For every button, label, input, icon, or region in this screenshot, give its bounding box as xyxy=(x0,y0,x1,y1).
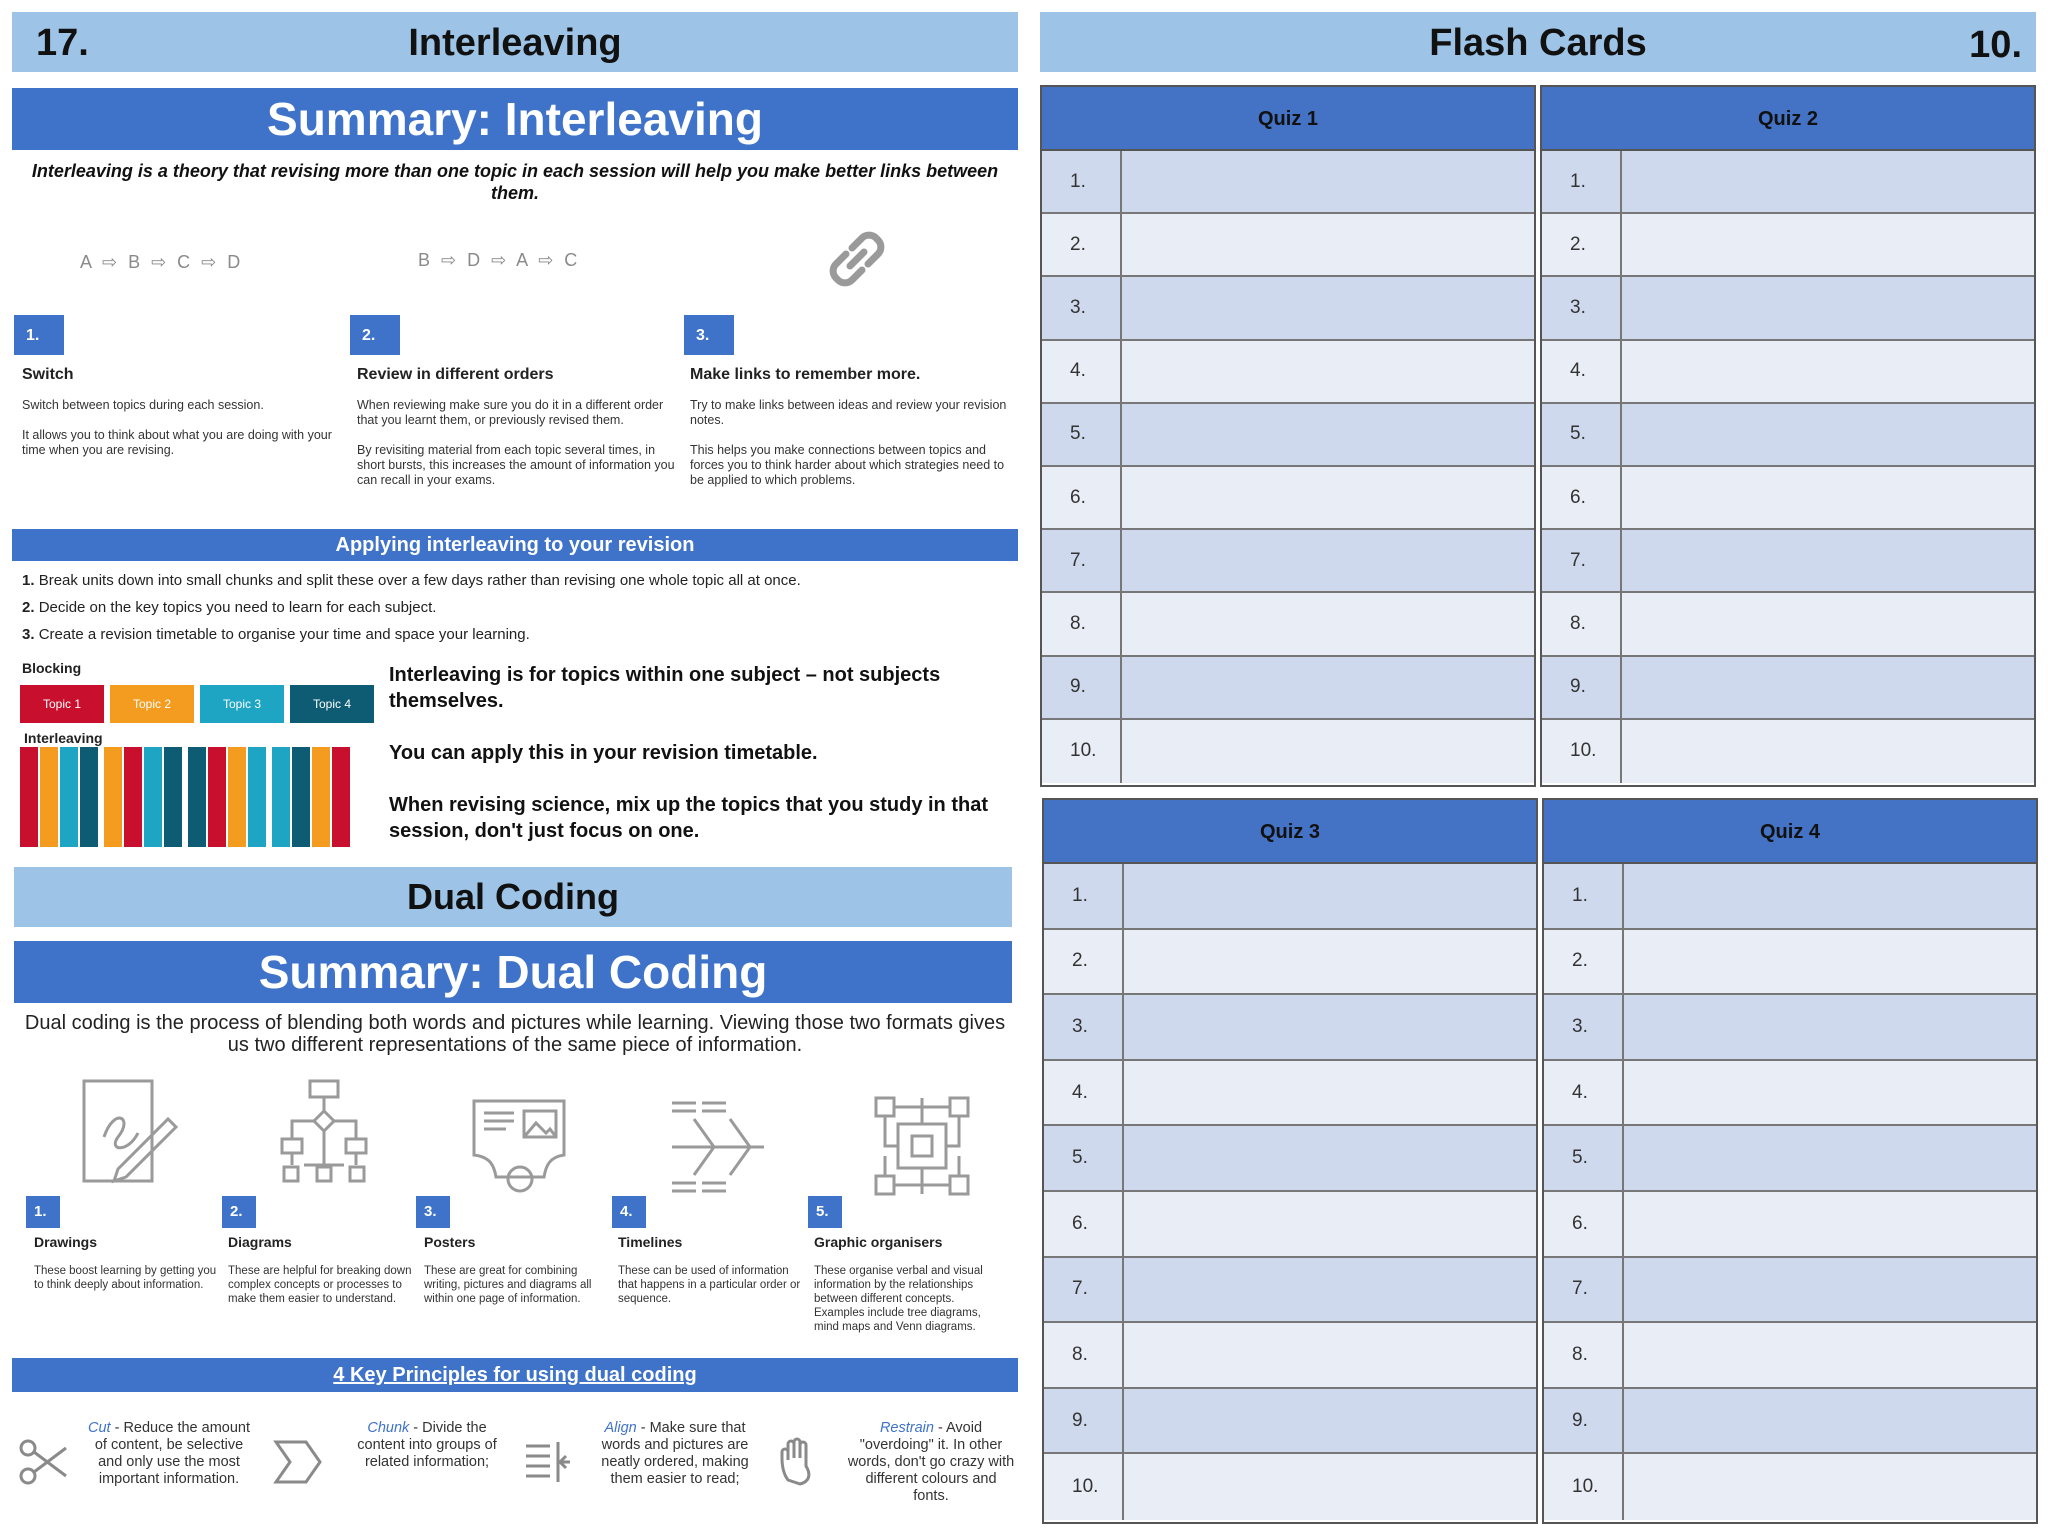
table-row xyxy=(1544,1258,2036,1324)
step-text-review xyxy=(357,398,679,503)
table-row xyxy=(1544,1126,2036,1192)
drawing-pencil-icon xyxy=(78,1077,178,1187)
question-number: 1. xyxy=(1544,864,1624,928)
block-topic-3: Topic 3 xyxy=(200,685,284,723)
question-number: 3. xyxy=(1042,277,1122,338)
table-row xyxy=(1542,341,2034,404)
step-2-paragraph-2: By revisiting material from each topic several times, in short bursts, this increases the amount of information you can recall in your exams. xyxy=(357,443,675,487)
table-row xyxy=(1044,1389,1536,1455)
scissors-icon xyxy=(18,1436,70,1488)
table-row xyxy=(1044,1454,1536,1520)
answer-cell[interactable] xyxy=(1124,864,1536,928)
answer-cell[interactable] xyxy=(1122,530,1534,591)
answer-cell[interactable] xyxy=(1624,930,2036,994)
dc-title-drawings: Drawings xyxy=(34,1234,98,1250)
stripe-topic-4 xyxy=(188,747,206,847)
question-number: 7. xyxy=(1542,530,1622,591)
dual-coding-summary-title: Summary: Dual Coding xyxy=(14,941,1012,1003)
stripe-topic-3 xyxy=(248,747,266,847)
quiz-3-card xyxy=(1042,798,1538,1524)
answer-cell[interactable] xyxy=(1124,995,1536,1059)
question-number: 9. xyxy=(1542,657,1622,718)
answer-cell[interactable] xyxy=(1624,1192,2036,1256)
question-number: 2. xyxy=(1542,214,1622,275)
answer-cell[interactable] xyxy=(1124,1126,1536,1190)
step-text-links xyxy=(690,398,1008,503)
dc-title-graphic-organisers: Graphic organisers xyxy=(814,1234,943,1250)
answer-cell[interactable] xyxy=(1122,277,1534,338)
question-number: 10. xyxy=(1544,1454,1624,1520)
interleaving-summary-title: Summary: Interleaving xyxy=(12,88,1018,150)
table-row xyxy=(1542,151,2034,214)
table-row xyxy=(1544,995,2036,1061)
align-icon xyxy=(522,1436,574,1488)
step-number-2: 2. xyxy=(350,315,400,355)
table-row xyxy=(1044,1258,1536,1324)
principle-keyword-restrain: Restrain xyxy=(879,1420,934,1436)
note-science-mix: When revising science, mix up the topics that you study in that session, don't just focus on one. xyxy=(389,794,988,842)
dc-number-2: 2. xyxy=(222,1196,256,1228)
flash-cards-page-number: 10. xyxy=(1969,24,2022,66)
table-row xyxy=(1044,1126,1536,1192)
table-row xyxy=(1044,1323,1536,1389)
dc-text-diagrams: These are helpful for breaking down complex concepts or processes to make them easier to understand. xyxy=(228,1265,412,1305)
dc-number-4: 4. xyxy=(612,1196,646,1228)
answer-cell[interactable] xyxy=(1122,593,1534,654)
step-title-links: Make links to remember more. xyxy=(690,366,921,383)
table-row xyxy=(1044,995,1536,1061)
dc-title-posters: Posters xyxy=(424,1234,476,1250)
answer-cell[interactable] xyxy=(1624,1323,2036,1387)
stripe-topic-3 xyxy=(272,747,290,847)
principle-text-align: - Make sure that words and pictures are neatly ordered, making them easier to read; xyxy=(601,1420,749,1487)
quiz-2-card xyxy=(1540,85,2036,787)
answer-cell[interactable] xyxy=(1122,467,1534,528)
sequence-blocked: A ⇨ B ⇨ C ⇨ D xyxy=(80,252,244,272)
step-number-1: 1. xyxy=(14,315,64,355)
block-topic-4: Topic 4 xyxy=(290,685,374,723)
answer-cell[interactable] xyxy=(1122,151,1534,212)
question-number: 5. xyxy=(1042,404,1122,465)
question-number: 1. xyxy=(1042,151,1122,212)
apply-item-text: Create a revision timetable to organise your time and space your learning. xyxy=(38,626,530,643)
principle-restrain xyxy=(846,1420,1016,1505)
table-row xyxy=(1542,404,2034,467)
block-topic-1: Topic 1 xyxy=(20,685,104,723)
answer-cell[interactable] xyxy=(1622,593,2034,654)
stripe-topic-4 xyxy=(292,747,310,847)
answer-cell[interactable] xyxy=(1124,1323,1536,1387)
step-number-3: 3. xyxy=(684,315,734,355)
stripe-topic-1 xyxy=(124,747,142,847)
question-number: 5. xyxy=(1542,404,1622,465)
principle-keyword-align: Align xyxy=(604,1420,637,1436)
table-row xyxy=(1544,864,2036,930)
answer-cell[interactable] xyxy=(1622,467,2034,528)
step-1-paragraph-2: It allows you to think about what you are doing with your time when you are revising. xyxy=(22,428,332,457)
question-number: 3. xyxy=(1542,277,1622,338)
stripe-group xyxy=(272,747,350,847)
question-number: 5. xyxy=(1544,1126,1624,1190)
step-1-paragraph-1: Switch between topics during each session. xyxy=(22,398,264,412)
table-row xyxy=(1042,341,1534,404)
quiz-title: Quiz 3 xyxy=(1044,800,1536,864)
table-row xyxy=(1042,277,1534,340)
table-row xyxy=(1544,1454,2036,1520)
question-number: 7. xyxy=(1544,1258,1624,1322)
apply-item-text: Break units down into small chunks and split these over a few days rather than revising one whole topic all at once. xyxy=(38,572,801,589)
note-topics-within-subject: Interleaving is for topics within one subject – not subjects themselves. xyxy=(389,664,941,712)
question-number: 8. xyxy=(1044,1323,1124,1387)
answer-cell[interactable] xyxy=(1624,1126,2036,1190)
question-number: 1. xyxy=(1044,864,1124,928)
table-row xyxy=(1544,1061,2036,1127)
answer-cell[interactable] xyxy=(1622,657,2034,718)
key-principles-title: 4 Key Principles for using dual coding xyxy=(12,1358,1018,1392)
stripe-topic-2 xyxy=(40,747,58,847)
apply-item-number: 1. xyxy=(22,572,35,589)
principle-text-cut: - Reduce the amount of content, be selective and only use the most important information. xyxy=(94,1420,251,1487)
table-row xyxy=(1542,277,2034,340)
question-number: 2. xyxy=(1544,930,1624,994)
flash-cards-header xyxy=(1040,12,2036,72)
answer-cell[interactable] xyxy=(1624,1061,2036,1125)
interleaving-intro: Interleaving is a theory that revising more than one topic in each session will help you make better links between them. xyxy=(31,161,999,203)
answer-cell[interactable] xyxy=(1624,995,2036,1059)
quiz-title: Quiz 1 xyxy=(1042,87,1534,151)
question-number: 2. xyxy=(1044,930,1124,994)
table-row xyxy=(1044,864,1536,930)
question-number: 6. xyxy=(1044,1192,1124,1256)
question-number: 4. xyxy=(1544,1061,1624,1125)
table-row xyxy=(1042,593,1534,656)
table-row xyxy=(1044,930,1536,996)
question-number: 9. xyxy=(1044,1389,1124,1453)
question-number: 4. xyxy=(1042,341,1122,402)
apply-item-number: 3. xyxy=(22,626,35,643)
table-row xyxy=(1542,720,2034,783)
chevron-icon xyxy=(272,1436,324,1488)
stripe-topic-3 xyxy=(144,747,162,847)
interleaving-label: Interleaving xyxy=(24,730,103,746)
apply-item xyxy=(22,594,1012,621)
principle-chunk xyxy=(342,1420,512,1471)
principle-keyword-cut: Cut xyxy=(87,1420,111,1436)
flowchart-icon xyxy=(274,1077,374,1187)
table-row xyxy=(1042,720,1534,783)
answer-cell[interactable] xyxy=(1622,720,2034,783)
table-row xyxy=(1042,530,1534,593)
stripe-group xyxy=(104,747,182,847)
answer-cell[interactable] xyxy=(1624,1389,2036,1453)
question-number: 4. xyxy=(1542,341,1622,402)
quiz-title: Quiz 4 xyxy=(1544,800,2036,864)
question-number: 7. xyxy=(1044,1258,1124,1322)
step-title-switch: Switch xyxy=(22,366,74,383)
question-number: 10. xyxy=(1542,720,1622,783)
stripe-topic-4 xyxy=(164,747,182,847)
answer-cell[interactable] xyxy=(1622,277,2034,338)
apply-item-text: Decide on the key topics you need to learn for each subject. xyxy=(38,599,437,616)
answer-cell[interactable] xyxy=(1624,1454,2036,1520)
dc-text-timelines: These can be used of information that happens in a particular order or sequence. xyxy=(618,1265,801,1305)
answer-cell[interactable] xyxy=(1622,214,2034,275)
sequence-interleaved: B ⇨ D ⇨ A ⇨ C xyxy=(418,250,581,270)
principle-text-chunk: - Divide the content into groups of related information; xyxy=(357,1420,497,1470)
quiz-4-card xyxy=(1542,798,2038,1524)
answer-cell[interactable] xyxy=(1622,341,2034,402)
step-3-paragraph-1: Try to make links between ideas and review your revision notes. xyxy=(690,398,1007,427)
step-title-review: Review in different orders xyxy=(357,366,554,383)
blocking-label: Blocking xyxy=(22,660,82,676)
stripe-topic-1 xyxy=(208,747,226,847)
dc-title-timelines: Timelines xyxy=(618,1234,683,1250)
table-row xyxy=(1042,657,1534,720)
apply-list xyxy=(22,567,1012,648)
interleaving-page-header xyxy=(12,12,1018,72)
stripe-topic-4 xyxy=(80,747,98,847)
answer-cell[interactable] xyxy=(1124,1192,1536,1256)
question-number: 7. xyxy=(1042,530,1122,591)
principle-text-restrain: - Avoid "overdoing" it. In other words, don't go crazy with different colours and fonts. xyxy=(847,1420,1015,1504)
answer-cell[interactable] xyxy=(1122,657,1534,718)
poster-icon xyxy=(470,1087,570,1197)
answer-cell[interactable] xyxy=(1622,530,2034,591)
question-number: 3. xyxy=(1544,995,1624,1059)
table-row xyxy=(1042,404,1534,467)
table-row xyxy=(1044,1061,1536,1127)
stripe-topic-2 xyxy=(312,747,330,847)
left-page xyxy=(12,12,1018,1528)
question-number: 8. xyxy=(1544,1323,1624,1387)
dc-text-posters: These are great for combining writing, pictures and diagrams all within one page of information. xyxy=(424,1265,592,1305)
question-number: 6. xyxy=(1542,467,1622,528)
table-row xyxy=(1544,1323,2036,1389)
dual-coding-intro-text: Dual coding is the process of blending both words and pictures while learning. Viewing those two formats gives us two different representations of the same piece of information. xyxy=(24,1012,1006,1056)
dual-coding-header: Dual Coding xyxy=(14,867,1012,927)
question-number: 4. xyxy=(1044,1061,1124,1125)
table-row xyxy=(1544,1389,2036,1455)
question-number: 10. xyxy=(1042,720,1122,783)
link-chain-icon xyxy=(824,226,890,292)
apply-interleaving-title: Applying interleaving to your revision xyxy=(12,529,1018,561)
hand-stop-icon xyxy=(774,1436,826,1488)
question-number: 6. xyxy=(1042,467,1122,528)
answer-cell[interactable] xyxy=(1624,1258,2036,1322)
block-topic-2: Topic 2 xyxy=(110,685,194,723)
principle-cut xyxy=(84,1420,254,1488)
answer-cell[interactable] xyxy=(1124,1061,1536,1125)
apply-item xyxy=(22,621,1012,648)
dc-number-1: 1. xyxy=(26,1196,60,1228)
blocking-row xyxy=(20,685,374,723)
answer-cell[interactable] xyxy=(1122,214,1534,275)
dual-coding-intro xyxy=(24,1012,1006,1056)
table-row xyxy=(1042,214,1534,277)
dc-title-diagrams: Diagrams xyxy=(228,1234,292,1250)
table-row xyxy=(1044,1192,1536,1258)
answer-cell[interactable] xyxy=(1624,864,2036,928)
table-row xyxy=(1042,151,1534,214)
stripe-group xyxy=(188,747,266,847)
table-row xyxy=(1542,467,2034,530)
question-number: 9. xyxy=(1544,1389,1624,1453)
table-row xyxy=(1544,930,2036,996)
quiz-1-card xyxy=(1040,85,1536,787)
apply-item-number: 2. xyxy=(22,599,35,616)
table-row xyxy=(1542,657,2034,720)
dc-text-drawings: These boost learning by getting you to think deeply about information. xyxy=(34,1265,217,1291)
question-number: 3. xyxy=(1044,995,1124,1059)
stripe-group xyxy=(20,747,98,847)
interleaving-stripes xyxy=(20,747,356,847)
answer-cell[interactable] xyxy=(1622,151,2034,212)
table-row xyxy=(1542,593,2034,656)
question-number: 8. xyxy=(1042,593,1122,654)
stripe-topic-2 xyxy=(104,747,122,847)
table-row xyxy=(1042,467,1534,530)
stripe-topic-1 xyxy=(332,747,350,847)
note-revision-timetable: You can apply this in your revision timetable. xyxy=(389,742,818,764)
flash-cards-title: Flash Cards xyxy=(1429,22,1647,64)
timeline-icon xyxy=(668,1097,768,1207)
answer-cell[interactable] xyxy=(1622,404,2034,465)
table-row xyxy=(1542,530,2034,593)
dc-number-5: 5. xyxy=(808,1196,842,1228)
answer-cell[interactable] xyxy=(1122,720,1534,783)
dc-number-3: 3. xyxy=(416,1196,450,1228)
step-3-paragraph-2: This helps you make connections between topics and forces you to think harder about which strategies need to be applied to which problems. xyxy=(690,443,1005,487)
stripe-topic-3 xyxy=(60,747,78,847)
question-number: 8. xyxy=(1542,593,1622,654)
step-text-switch xyxy=(22,398,332,473)
table-row xyxy=(1544,1192,2036,1258)
stripe-topic-2 xyxy=(228,747,246,847)
page-title: Interleaving xyxy=(408,22,622,64)
answer-cell[interactable] xyxy=(1122,404,1534,465)
answer-cell[interactable] xyxy=(1124,1258,1536,1322)
step-2-paragraph-1: When reviewing make sure you do it in a different order that you learnt them, or previously revised them. xyxy=(357,398,664,427)
answer-cell[interactable] xyxy=(1124,1454,1536,1520)
answer-cell[interactable] xyxy=(1124,1389,1536,1453)
question-number: 10. xyxy=(1044,1454,1124,1520)
page-number: 17. xyxy=(36,22,89,64)
graphic-organiser-icon xyxy=(872,1094,972,1204)
answer-cell[interactable] xyxy=(1124,930,1536,994)
question-number: 2. xyxy=(1042,214,1122,275)
quiz-title: Quiz 2 xyxy=(1542,87,2034,151)
question-number: 6. xyxy=(1544,1192,1624,1256)
dc-text-graphic-organisers: These organise verbal and visual information by the relationships between different concepts. Examples include tree diagrams, mind maps and Venn diagrams. xyxy=(814,1265,983,1333)
answer-cell[interactable] xyxy=(1122,341,1534,402)
question-number: 1. xyxy=(1542,151,1622,212)
question-number: 5. xyxy=(1044,1126,1124,1190)
principle-align xyxy=(590,1420,760,1488)
question-number: 9. xyxy=(1042,657,1122,718)
principle-keyword-chunk: Chunk xyxy=(367,1420,410,1436)
table-row xyxy=(1542,214,2034,277)
stripe-topic-1 xyxy=(20,747,38,847)
apply-item xyxy=(22,567,1012,594)
